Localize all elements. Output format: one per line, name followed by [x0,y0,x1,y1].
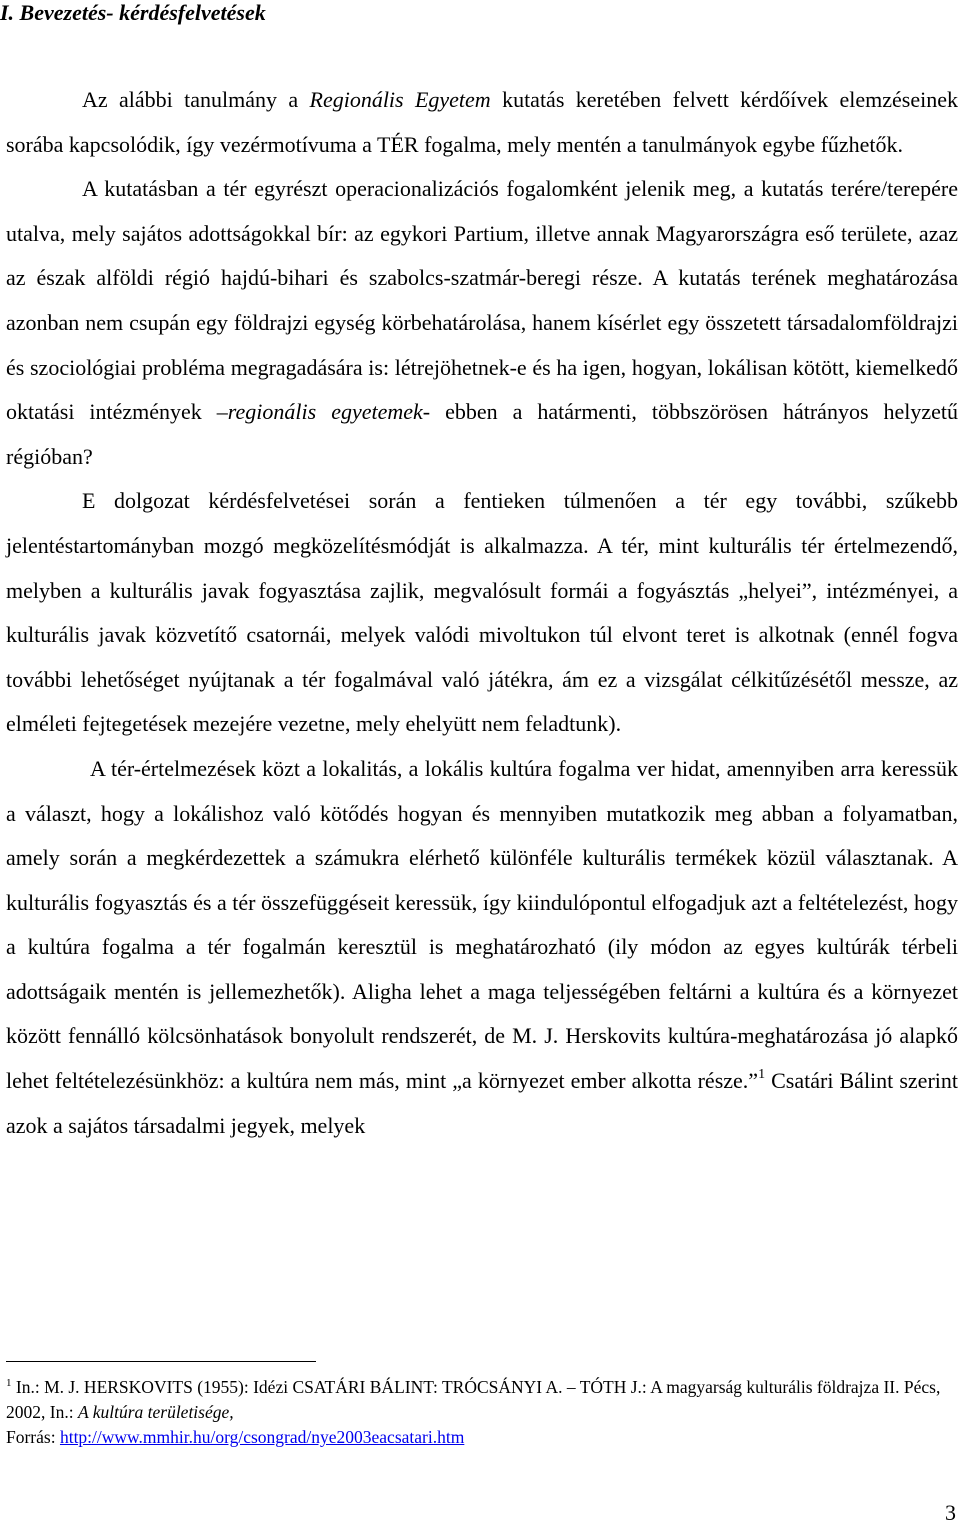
source-label: Forrás: [6,1427,60,1447]
paragraph-3: E dolgozat kérdésfelvetései során a fentieken túlmenően a tér egy további, szűkebb jelentéstartományban mozgó megközelítésmódját is alkalmazza. A tér, mint kulturális tér értelmezendő, melyben a kulturális javak fogyasztása zajlik, megvalósult formái a fogyásztás „helyei”, intézményei, a kulturális javak közvetítő csatornái, melyek valódi mivoltukon túl elvont teret is alkotnak (ennél fogva további lehetőséget nyújtanak a tér fogalmával való játékra, ám ez a vizsgálat célkitűzésétől messze, az elméleti fejtegetések mezejére vezetne, mely ehelyütt nem feladtunk). [6,488,958,737]
body-text [6,78,958,1148]
footnote-text [6,1375,956,1425]
footnote-reference[interactable]: 1 [758,1067,766,1083]
emphasis-text: regionális egyetemek [227,399,423,425]
page-number: 3 [945,1500,956,1525]
footnote [6,1375,956,1450]
footnote-number: 1 [6,1377,12,1389]
section-heading: I. Bevezetés- kérdésfelvetések [0,0,266,25]
text-run: In.: M. J. HERSKOVITS (1955): Idézi CSATÁRI BÁLINT: TRÓCSÁNYI A. – TÓTH J.: A magyarság kulturális földrajza II. Pécs, 2002, In.: [6,1377,941,1422]
emphasis-text: Regionális Egyetem [309,87,491,112]
source-link[interactable]: http://www.mmhir.hu/org/csongrad/nye2003eacsatari.htm [59,1427,465,1447]
text-run: A kutatásban a tér egyrészt operacionalizációs fogalomként jelenik meg, a kutatás terére/terepére utalva, mely sajátos adottságokkal bír: az egykori Partium, illetve annak Magyarországra eső területe, azaz az észak alföldi régió hajdú-bihari és szabolcs-szatmár-beregi része. A kutatás terének meghatározása azonban nem csupán egy földrajzi egység körbehatárolása, hanem kísérlet egy összetett társadalomföldrajzi és szociológiai probléma megragadására is: létrejöhetnek-e és ha igen, hogyan, lokálisan kötött, kiemelkedő oktatási intézmények – [6,176,958,425]
text-run: - ebben a határmenti, többszörösen hátrányos helyzetű régióban? [6,399,959,469]
paragraph-2 [6,167,958,479]
text-run: kutatás keretében felvett kérdőívek elemzéseinek sorába kapcsolódik, így vezérmotívuma a TÉR fogalma, mely mentén a tanulmányok egybe fűzhetők. [6,87,958,157]
text-run: A tér-értelmezések közt a lokalitás, a lokális kultúra fogalma ver hidat, amennyiben arra keressük a választ, hogy a lokálishoz való kötődés hogyan és mennyiben mutatkozik meg abban a folyamatban, amely során a megkérdezettek a számukra elérhető különféle kulturális termékek közül választanak. A kulturális fogyasztás és a tér összefüggéseit keressük, így kiindulópontul elfogadjuk azt a feltételezést, hogy a kultúra fogalma a tér fogalmán keresztül is meghatározható (ily módon az egyes kultúrák térbeli adottságaik mentén is jellemezhetők). Aligha lehet a maga teljességében feltárni a kultúra és a környezet között fennálló kölcsönhatások bonyolult rendszerét, de M. J. Herskovits kultúra-meghatározása jó alapkő lehet feltételezésünkhöz: a kultúra nem más, mint „a környezet ember alkotta része.” [6,755,958,1094]
text-run: Csatári Bálint szerint azok a sajátos társadalmi jegyek, melyek [6,1068,958,1138]
emphasis-text: A kultúra területisége, [77,1402,234,1422]
paragraph-4 [6,747,958,1148]
footnote-separator [6,1361,316,1362]
paragraph-1 [6,78,958,167]
text-run: Az alábbi tanulmány a [82,87,310,112]
footnote-source [6,1425,956,1450]
